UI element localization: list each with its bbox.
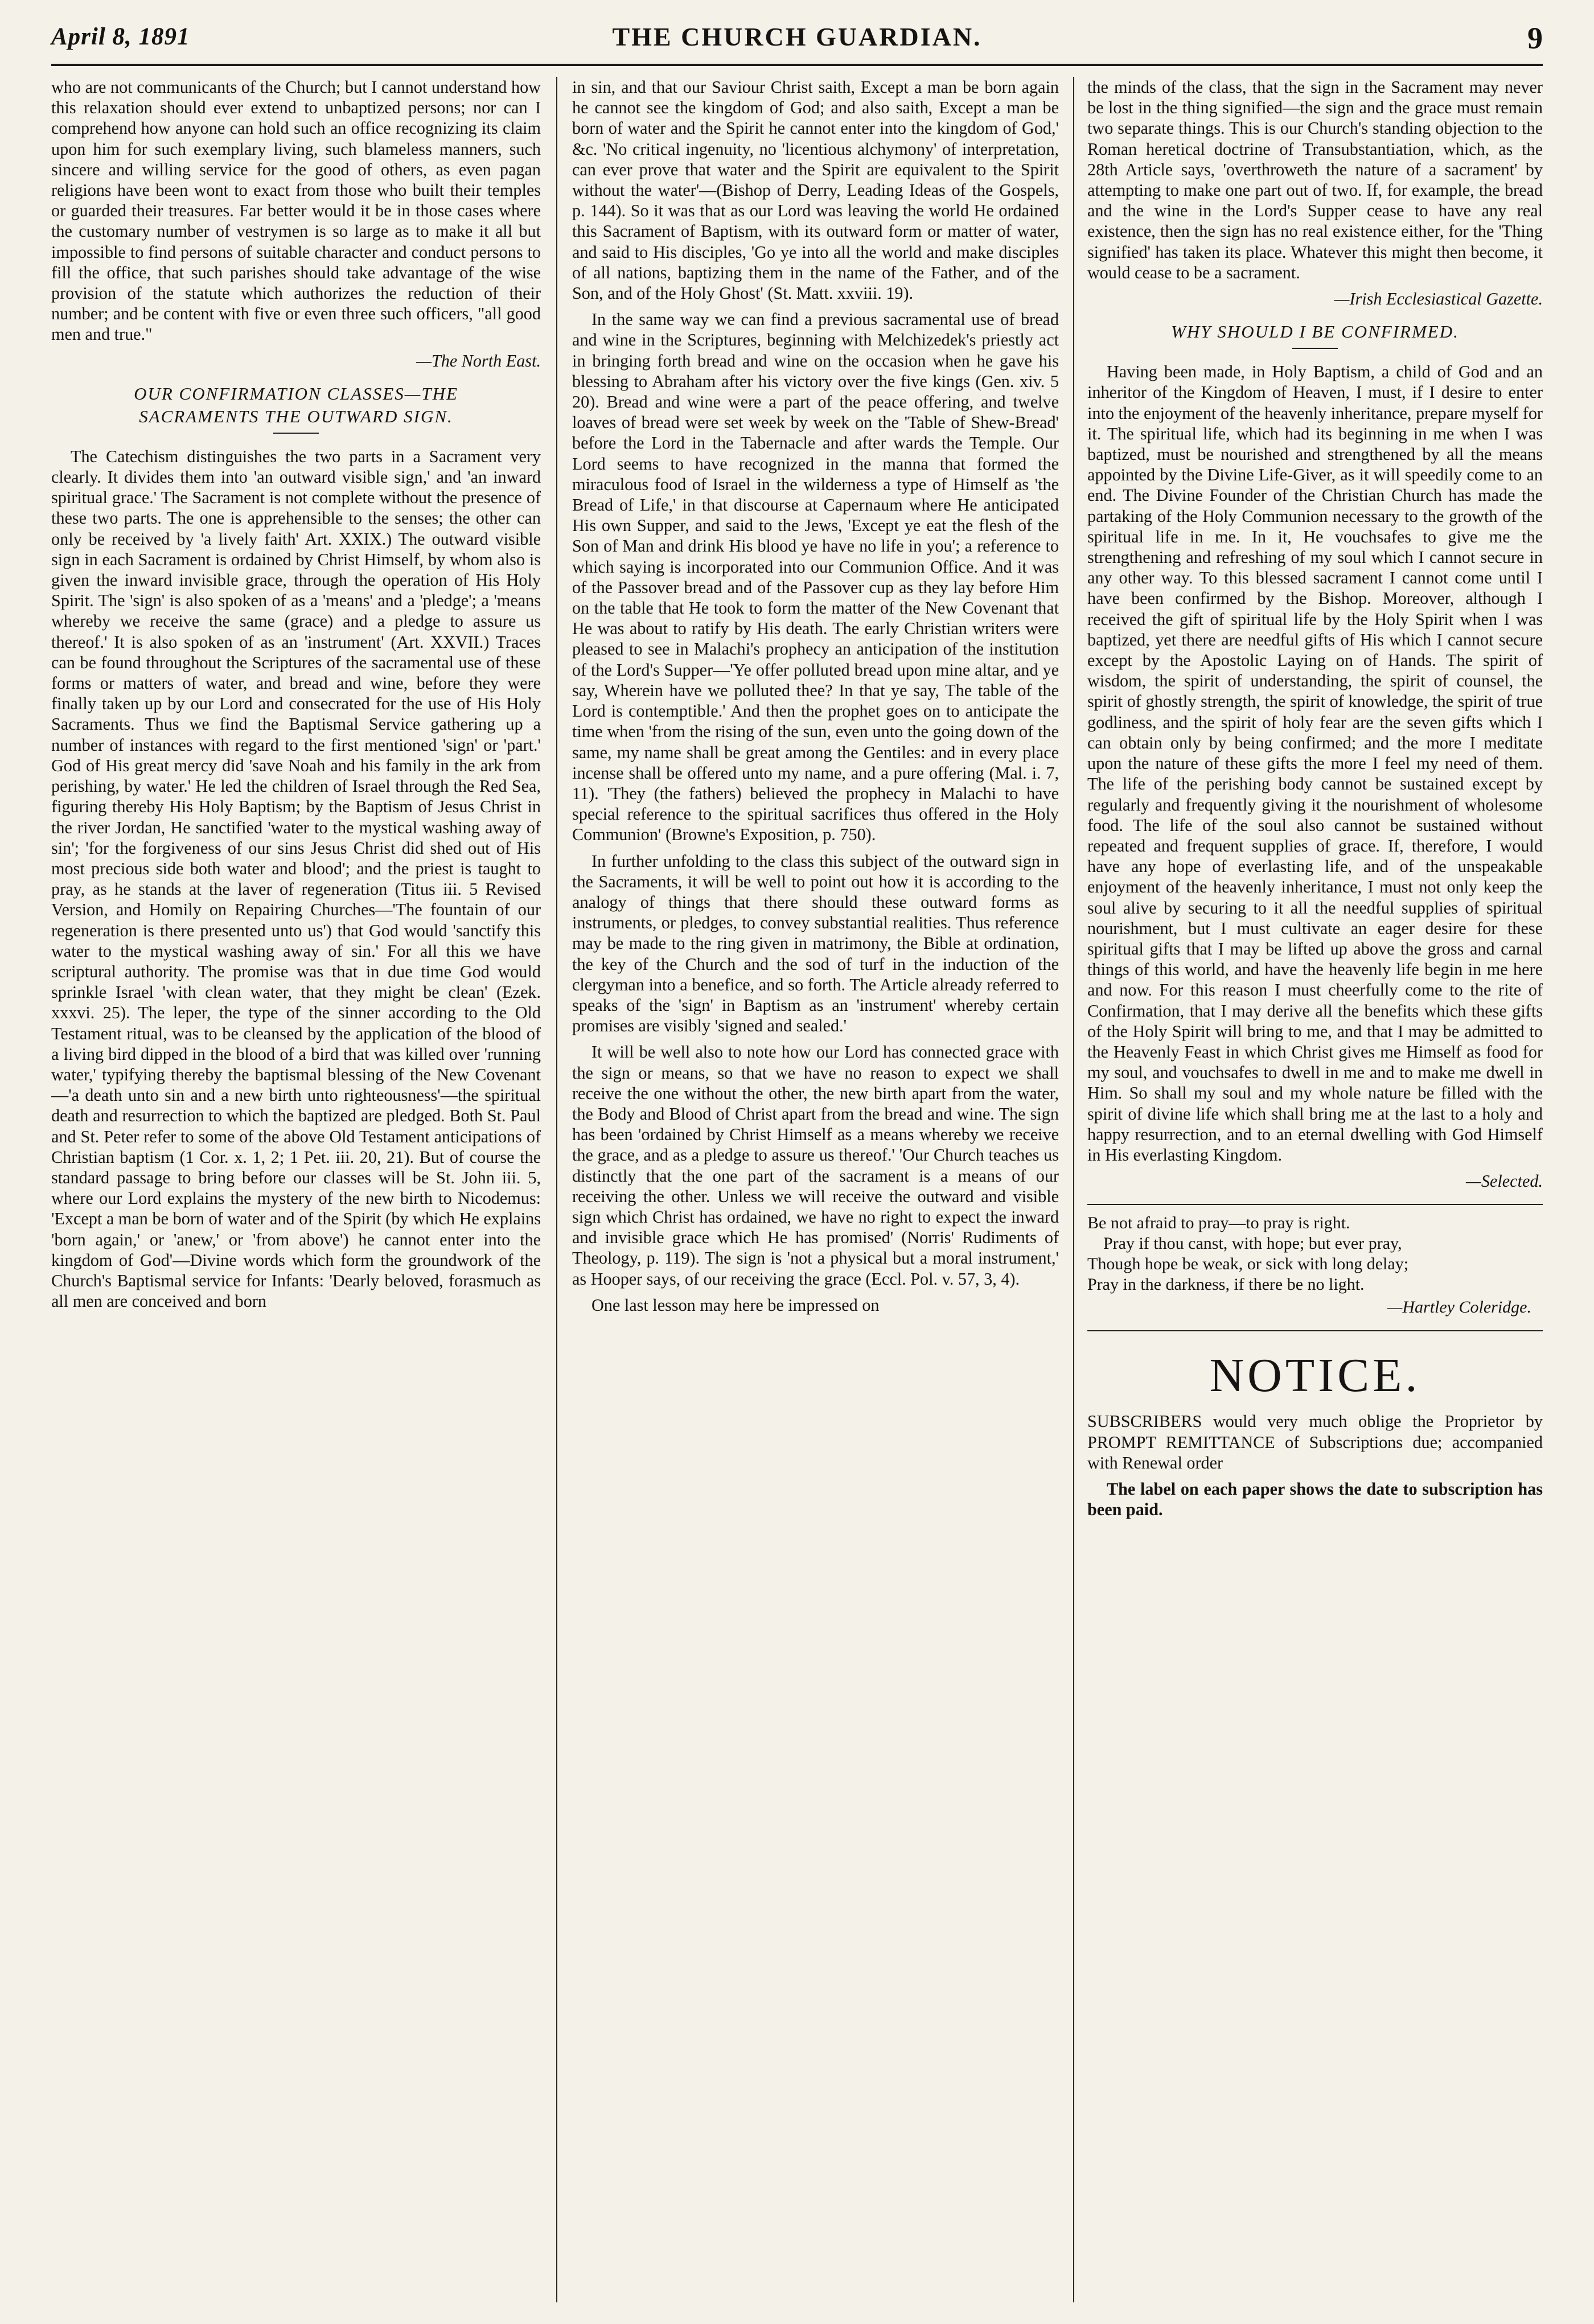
column-3 xyxy=(1087,77,1543,2305)
poem-attribution: —Hartley Coleridge. xyxy=(1387,1298,1531,1317)
poem-line: Pray in the darkness, if there be no light. xyxy=(1087,1275,1365,1294)
article-text: Having been made, in Holy Baptism, a child of God and an inheritor of the Kingdom of Heaven, I must, if I desire to enter into the enjoyment of the heavenly inheritance, prepare myself for it. The spiritual life, which had its beginning in me when I was baptized, must be nourished and strengthened by all the means appointed by the Divine Life-Giver, as it will speedily come to an end. The Divine Founder of the Christian Church has made the partaking of the Holy Communion necessary to the growth of the spiritual life in me. In it, He vouchsafes to give me the strengthening and refreshing of my soul which I cannot secure in any other way. To this blessed sacrament I cannot come until I have been confirmed by the Bishop. Moreover, although I received the gift of spiritual life by the Holy Spirit when I was baptized, yet there are needful gifts of His which I cannot secure except by the Apostolic Laying on of Hands. The spirit of wisdom, the spirit of understanding, the spirit of counsel, the spirit of ghostly strength, the spirit of knowledge, the spirit of true godliness, and the spirit of holy fear are the seven gifts which I can obtain only by being confirmed; and the more I meditate upon the nature of these gifts the more I feel my need of them. The life of the perishing body cannot be sustained except by regularly and frequently giving it the nourishment of wholesome food. The life of the soul also cannot be sustained without repeated and frequent supplies of grace. If, therefore, I would have any hope of everlasting life, and of the unspeakable enjoyment of the heavenly inheritance, I must not only keep the soul alive by securing to it all the needful supplies of spiritual nourishment, but I must cultivate an eager desire for these spiritual gifts that I may be lifted up above the gross and carnal things of this world, and have the heavenly life begin in me here and now. For this reason I must cheerfully come to the rite of Confirmation, that I may derive all the benefits which these gifts of the Holy Spirit will bring to me, and that I may be admitted to the Heavenly Feast in which Christ gives me Himself as food for my soul, and vouchsafes to dwell in me and to make me dwell in Him. So shall my soul and my whole nature be filled with the spirit of divine life which shall bring me at the last to a holy and happy resurrection, and to an eternal dwelling with God Himself in His everlasting Kingdom. xyxy=(1087,362,1543,1165)
column-divider xyxy=(556,77,557,2302)
divider xyxy=(273,433,319,434)
article-text: It will be well also to note how our Lord has connected grace with the sign or means, so that we have no reason to expect we shall receive the one without the other, the new birth apart from the water, the Body and Blood of Christ apart from the bread and wine. The sign has been 'ordained by Christ Himself as a means whereby we receive the grace, and as a pledge to assure us thereof.' 'Our Church teaches us distinctly that the one part of the sacrament is a means of our receiving the other. Unless we will receive the outward and visible sign which Christ has ordained, we have no right to expect the inward and invisible grace which He has promised' (Norris' Rudiments of Theology, p. 119). The sign is 'not a physical but a moral instrument,' as Hooper says, of our receiving the grace (Eccl. Pol. v. 57, 3, 4). xyxy=(572,1042,1059,1289)
article-text: The Catechism distinguishes the two parts in a Sacrament very clearly. It divides them into 'an outward visible sign,' and 'an inward spiritual grace.' The Sacrament is not complete without the presence of these two parts. The one is apprehensible to the senses; the other can only be received by 'a lively faith' Art. XXIX.) The outward visible sign in each Sacrament is ordained by Christ Himself, by whom also is given the inward invisible grace, through the operation of His Holy Spirit. The 'sign' is also spoken of as a 'means' and a 'pledge'; a 'means whereby we receive the same (grace) and a pledge to assure us thereof.' It is also spoken of as an 'instrument' (Art. XXVII.) Traces can be found throughout the Scriptures of the sacramental use of these forms or matters of water, and bread and wine, before they were finally taken up by our Lord and consecrated for the use of His Holy Sacraments. Thus we find the Baptismal Service gathering up a number of instances with regard to the first mentioned 'sign' or 'part.' God of His great mercy did 'save Noah and his family in the ark from perishing, by water.' He led the children of Israel through the Red Sea, figuring thereby His Holy Baptism; by the Baptism of Jesus Christ in the river Jordan, He sanctified 'water to the mystical washing away of sin'; 'for the forgiveness of our sins Jesus Christ did shed out of His most precious side both water and blood'; and the priest is taught to pray, as he stands at the laver of regeneration (Titus iii. 5 Revised Version, and Homily on Repairing Churches—'The fountain of our regeneration is there presented unto us') that God would 'sanctify this water to the mystical washing away of sin.' For all this we have scriptural authority. The promise was that in due time God would sprinkle Israel 'with clean water, that they might be clean' (Ezek. xxxvi. 25). The leper, the type of the sinner according to the Old Testament ritual, was to be cleansed by the application of the blood of a living bird dipped in the blood of a bird that was killed over 'running water,' typifying thereby the baptismal blessing of the New Covenant—'a death unto sin and a new birth unto righteousness'—the spiritual death and resurrection to which the baptized are pledged. Both St. Paul and St. Peter refer to some of the above Old Testament anticipations of Christian baptism (1 Cor. x. 1, 2; 1 Pet. iii. 20, 21). But of course the standard passage to bring before our classes will be St. John iii. 5, where our Lord explains the mystery of the new birth to Nicodemus: 'Except a man be born of water and of the Spirit (by which He explains 'born again,' or 'anew,' or 'from above') he cannot enter into the kingdom of God'—Divine words which form the groundwork of the Church's Baptismal service for Infants: 'Dearly beloved, forasmuch as all men are conceived and born xyxy=(51,446,541,1311)
notice-heading: NOTICE. xyxy=(1209,1349,1421,1402)
newspaper-title: THE CHURCH GUARDIAN. xyxy=(612,22,982,51)
article-source: —Irish Ecclesiastical Gazette. xyxy=(1334,289,1543,309)
article-text: In the same way we can find a previous sacramental use of bread and wine in the Scriptures, beginning with Melchizedek's priestly act in bringing forth bread and wine on the occasion when he gave his blessing to Abraham after his victory over the five kings (Gen. xiv. 5 20). Bread and wine were a part of the peace offering, and twelve loaves of bread were set week by week on the 'Table of Shew-Bread' before the Lord in the Tabernacle and after wards the Temple. Our Lord seems to have recognized in the manna that formed the miraculous food of Israel in the wilderness a type of Himself as 'the Bread of Life,' in that discourse at Capernaum where He anticipated His own Supper, and said to the Jews, 'Except ye eat the flesh of the Son of Man and drink His blood ye have no life in you'; a reference to which saying is incorporated into our Communion Office. And it was of the Passover bread and of the Passover cup as they lay before Him on the table that He took to form the matter of the New Covenant that He was about to ratify by His death. The early Christian writers were pleased to see in Malachi's prophecy an anticipation of the institution of the Lord's Supper—'Ye offer polluted bread upon mine altar, and ye say, Wherein have we polluted thee? In that ye say, The table of the Lord is contemptible.' And then the prophet goes on to anticipate the time when 'from the rising of the sun, even unto the going down of the same, my name shall be great among the Gentiles: and in every place incense shall be offered unto my name, and a pure offering (Mal. i. 7, 11). 'They (the fathers) believed the prophecy in Malachi to have special reference to the spiritual sacrifices thus offered in the Holy Communion' (Browne's Exposition, p. 750). xyxy=(572,310,1059,845)
poem-line: Be not afraid to pray—to pray is right. xyxy=(1087,1214,1350,1233)
notice-text: The label on each paper shows the date to subscription has been paid. xyxy=(1087,1479,1543,1520)
page-header xyxy=(51,16,1543,66)
poem-line: Though hope be weak, or sick with long delay; xyxy=(1087,1254,1409,1274)
page-number: 9 xyxy=(1527,21,1543,55)
poem-line: Pray if thou canst, with hope; but ever pray, xyxy=(1103,1234,1402,1253)
article-source: —Selected. xyxy=(1466,1171,1543,1191)
divider xyxy=(1087,1330,1543,1331)
poem xyxy=(1087,1213,1543,1318)
notice-text: SUBSCRIBERS would very much oblige the Proprietor by PROMPT REMITTANCE of Subscriptions due; accompanied with Renewal order xyxy=(1087,1412,1543,1472)
article-text: who are not communicants of the Church; but I cannot understand how this relaxation should ever extend to unbaptized persons; nor can I comprehend how anyone can hold such an office recognizing its claim upon him for such exemplary living, such blameless manners, such sincere and willing service for the good of others, as even pagan religions have been wont to exact from those who built their temples or guarded their treasures. Far better would it be in those cases where the customary number of vestrymen is so large as to make it all but impossible to find persons of suitable character and conduct persons to fill the office, that such parishes should take advantage of the wise provision of the statute which authorizes the reduction of their number; and be content with five or even three such officers, "all good men and true." xyxy=(51,77,541,344)
article-text: in sin, and that our Saviour Christ saith, Except a man be born again he cannot see the kingdom of God; and also saith, Except a man be born of water and the Spirit he cannot enter into the kingdom of God,' &c. 'No critical ingenuity, no 'licentious alchymony' of interpretation, can ever prove that water and the Spirit are equivalent to the Spirit without the water'—(Bishop of Derry, Leading Ideas of the Gospels, p. 144). So it was that as our Lord was leaving the world He ordained this Sacrament of Baptism, with its outward form or matter of water, and said to His disciples, 'Go ye into all the world and make disciples of all nations, baptizing them in the name of the Father, and of the Son, and of the Holy Ghost' (St. Matt. xxviii. 19). xyxy=(572,77,1059,303)
column-divider xyxy=(1073,77,1074,2302)
article-heading xyxy=(51,382,541,428)
heading-line: OUR CONFIRMATION CLASSES—THE xyxy=(134,383,458,404)
article-text: One last lesson may here be impressed on xyxy=(591,1295,880,1315)
issue-date: April 8, 1891 xyxy=(51,23,190,50)
article-heading: WHY SHOULD I BE CONFIRMED. xyxy=(1171,322,1459,342)
article-text: In further unfolding to the class this subject of the outward sign in the Sacraments, it will be well to point out how it is according to the analogy of things that there should these outward forms as instruments, or pledges, to convey substantial realities. Thus reference may be made to the ring given in matrimony, the Bible at ordination, the key of the Church and the sod of turf in the induction of the clergyman into a benefice, and so forth. The Article already referred to speaks of the 'sign' in Baptism as an 'instrument' whereby certain promises are visibly 'signed and sealed.' xyxy=(572,851,1059,1036)
column-1 xyxy=(51,77,541,2305)
divider xyxy=(1087,1204,1543,1205)
divider xyxy=(1292,348,1338,349)
article-source: —The North East. xyxy=(416,351,541,371)
article-text: the minds of the class, that the sign in the Sacrament may never be lost in the thing signified—the sign and the grace must remain two separate things. This is our Church's standing objection to the Roman heretical doctrine of Transubstantiation, which, as the 28th Article says, 'overthroweth the nature of a sacrament' by attempting to make one part out of two. If, for example, the bread and the wine in the Lord's Supper cease to have any real existence, then the sign has no real existence either, for the 'Thing signified' has taken its place. Whatever this might then become, it would cease to be a sacrament. xyxy=(1087,77,1543,282)
column-2 xyxy=(572,77,1059,2305)
heading-line: SACRAMENTS THE OUTWARD SIGN. xyxy=(139,406,453,426)
